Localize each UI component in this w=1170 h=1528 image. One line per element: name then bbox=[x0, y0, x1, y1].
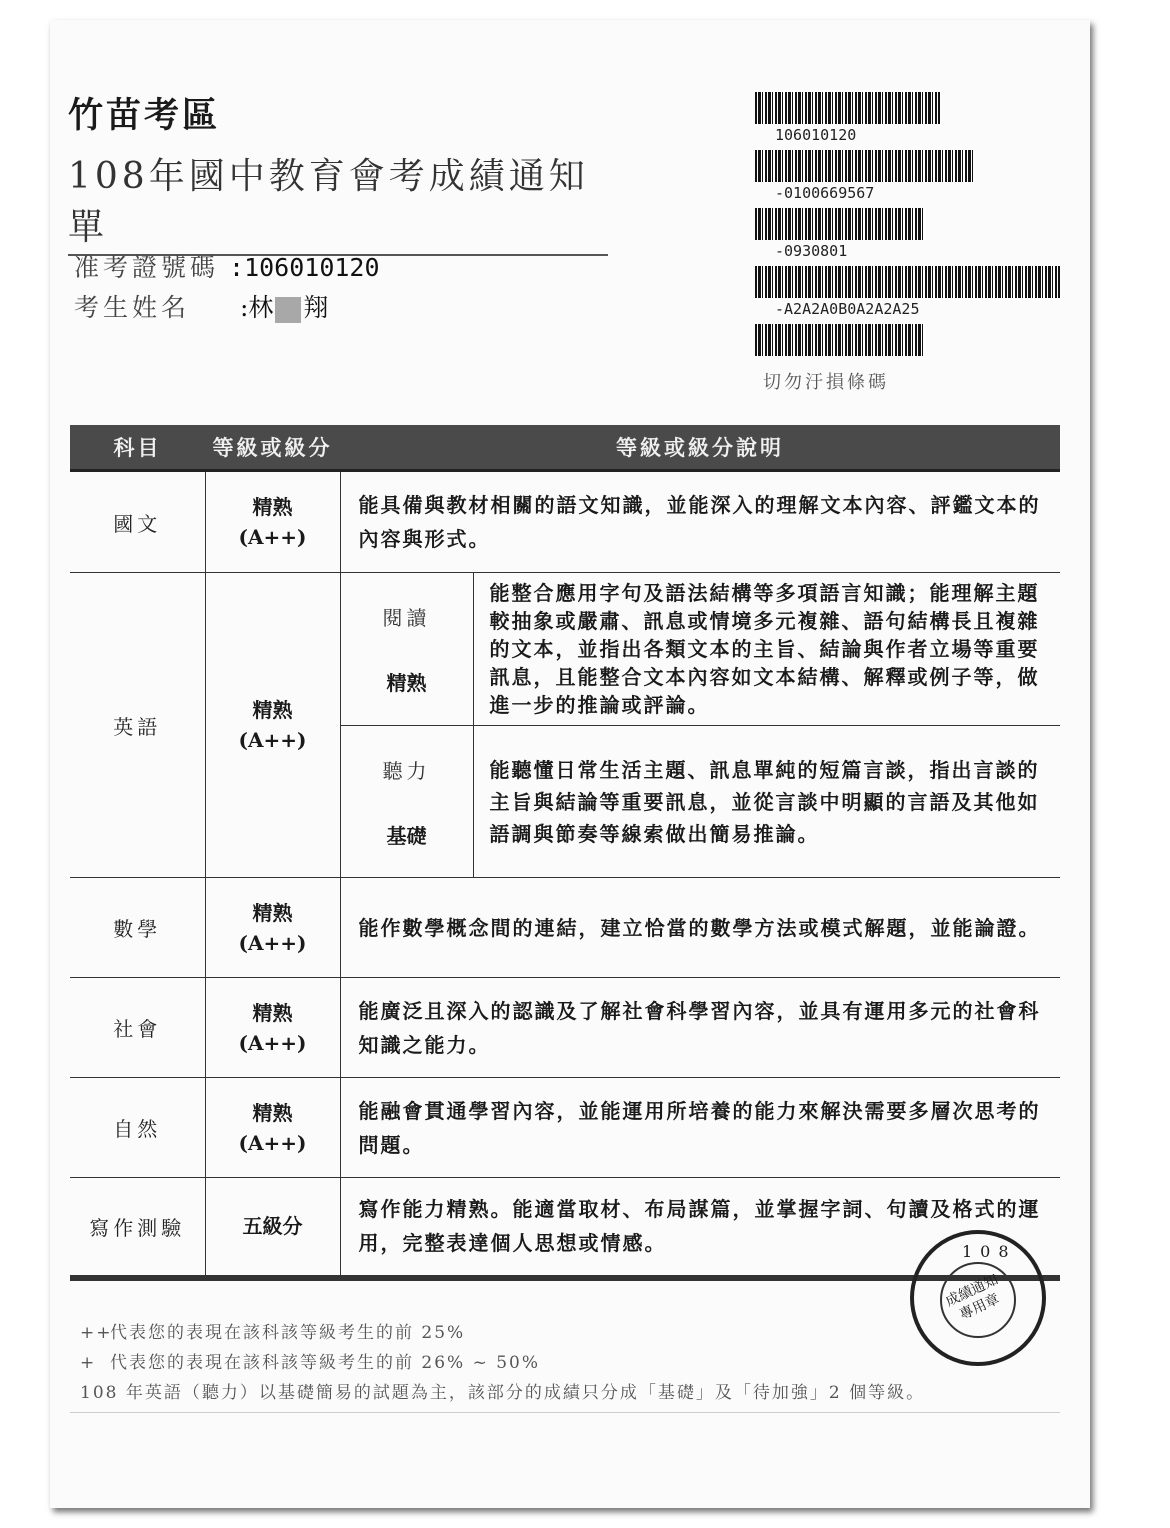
footnote-text: 代表您的表現在該科該等級考生的前 25% bbox=[110, 1323, 466, 1343]
level-text: 精熟 bbox=[252, 1000, 293, 1025]
subject-cell: 國文 bbox=[70, 471, 205, 573]
table-row bbox=[70, 1078, 1060, 1178]
barcode-note: 切勿汙損條碼 bbox=[763, 372, 889, 393]
level-cell bbox=[205, 1178, 340, 1278]
table-header-row bbox=[70, 425, 1060, 471]
skill-name: 聽力 bbox=[382, 758, 431, 783]
footnotes bbox=[80, 1318, 925, 1408]
official-seal bbox=[910, 1230, 1046, 1366]
subject-cell: 寫作測驗 bbox=[70, 1178, 205, 1278]
seal-ring-text: 108 bbox=[962, 1242, 1017, 1261]
table-row bbox=[70, 1178, 1060, 1278]
examinee-name-first: 林 bbox=[248, 293, 274, 322]
level-mark: (A++) bbox=[238, 728, 307, 752]
subject-cell: 社會 bbox=[70, 978, 205, 1078]
grades-table bbox=[70, 425, 1060, 1281]
examinee-id-value: :106010120 bbox=[229, 253, 380, 282]
level-mark: (A++) bbox=[238, 525, 307, 549]
barcode bbox=[755, 150, 973, 182]
level-cell bbox=[205, 978, 340, 1078]
description-cell: 能作數學概念間的連結，建立恰當的數學方法或模式解題，並能論證。 bbox=[340, 878, 1060, 978]
skill-cell bbox=[340, 726, 473, 878]
description-cell: 能廣泛且深入的認識及了解社會科學習內容，並具有運用多元的社會科知識之能力。 bbox=[340, 978, 1060, 1078]
description-cell: 寫作能力精熟。能適當取材、布局謀篇，並掌握字詞、句讀及格式的運用，完整表達個人思想或情感。 bbox=[340, 1178, 1060, 1278]
footnote bbox=[80, 1348, 925, 1378]
skill-name: 閱讀 bbox=[382, 606, 431, 630]
header-description: 等級或級分說明 bbox=[340, 425, 1060, 471]
barcode-text: -0100669567 bbox=[775, 184, 875, 202]
skill-level: 基礎 bbox=[386, 823, 427, 848]
subject-cell: 自然 bbox=[70, 1078, 205, 1178]
subject-cell: 英語 bbox=[70, 573, 205, 878]
report-title: 108年國中教育會考成績通知單 bbox=[68, 148, 608, 256]
footnote bbox=[80, 1318, 925, 1348]
seal-text: 成績通知專用章 bbox=[943, 1271, 1002, 1323]
score-report-sheet bbox=[50, 20, 1090, 1508]
skill-cell bbox=[340, 573, 473, 726]
description-cell: 能融會貫通學習內容，並能運用所培養的能力來解決需要多層次思考的問題。 bbox=[340, 1078, 1060, 1178]
examinee-id-label: 准考證號碼 bbox=[74, 253, 220, 282]
footnote-mark: ++ bbox=[80, 1323, 113, 1343]
exam-region: 竹苗考區 bbox=[68, 95, 221, 136]
header-level: 等級或級分 bbox=[205, 425, 340, 471]
footnote-mark: + bbox=[80, 1353, 97, 1373]
table-row bbox=[70, 878, 1060, 978]
skill-description: 能聽懂日常生活主題、訊息單純的短篇言談，指出言談的主旨與結論等重要訊息，並從言談中明顯的言語及其他如語調與節奏等線索做出簡易推論。 bbox=[473, 726, 1060, 878]
table-row bbox=[70, 471, 1060, 573]
header-subject: 科目 bbox=[70, 425, 205, 471]
table-row bbox=[70, 573, 1060, 726]
barcode bbox=[755, 266, 1060, 298]
examinee-name-colon: : bbox=[239, 293, 249, 322]
skill-description: 能整合應用字句及語法結構等多項語言知識；能理解主題較抽象或嚴肅、訊息或情境多元複雜、語句結構長且複雜的文本，並指出各類文本的主旨、結論與作者立場等重要訊息，且能整合文本內容如文本結構、解釋或例子等，做進一步的推論或評論。 bbox=[473, 573, 1060, 726]
level-cell bbox=[205, 878, 340, 978]
level-cell bbox=[205, 573, 340, 878]
level-text: 精熟 bbox=[252, 495, 293, 519]
barcode bbox=[755, 92, 940, 124]
barcode bbox=[755, 324, 925, 356]
examinee-name-row bbox=[74, 288, 328, 324]
table-row bbox=[70, 978, 1060, 1078]
footnote-text: 108 年英語（聽力）以基礎簡易的試題為主，該部分的成績只分成「基礎」及「待加強」2 個等級。 bbox=[80, 1383, 926, 1403]
level-text: 精熟 bbox=[252, 900, 293, 925]
examinee-name-label: 考生姓名 bbox=[74, 293, 191, 322]
level-text: 精熟 bbox=[252, 698, 293, 722]
footer-divider bbox=[70, 1412, 1060, 1413]
barcode-text: 106010120 bbox=[775, 126, 857, 144]
footnote-text: 代表您的表現在該科該等級考生的前 26% ~ 50% bbox=[110, 1353, 541, 1373]
barcode-text: -A2A2A0B0A2A2A25 bbox=[775, 300, 920, 318]
level-mark: (A++) bbox=[238, 930, 307, 955]
subject-cell: 數學 bbox=[70, 878, 205, 978]
description-cell: 能具備與教材相關的語文知識，並能深入的理解文本內容、評鑑文本的內容與形式。 bbox=[340, 471, 1060, 573]
skill-level: 精熟 bbox=[386, 671, 427, 695]
barcode-block bbox=[755, 92, 1065, 394]
footnote bbox=[80, 1378, 925, 1408]
barcode bbox=[755, 208, 925, 240]
level-cell bbox=[205, 471, 340, 573]
level-mark: (A++) bbox=[238, 1030, 307, 1055]
name-redaction bbox=[275, 297, 301, 323]
examinee-id-row bbox=[74, 248, 380, 284]
level-mark: (A++) bbox=[238, 1130, 307, 1155]
level-cell bbox=[205, 1078, 340, 1178]
examinee-name-last: 翔 bbox=[303, 293, 329, 322]
level-text: 精熟 bbox=[252, 1100, 293, 1125]
barcode-text: -0930801 bbox=[775, 242, 848, 260]
level-text: 五級分 bbox=[242, 1214, 303, 1239]
